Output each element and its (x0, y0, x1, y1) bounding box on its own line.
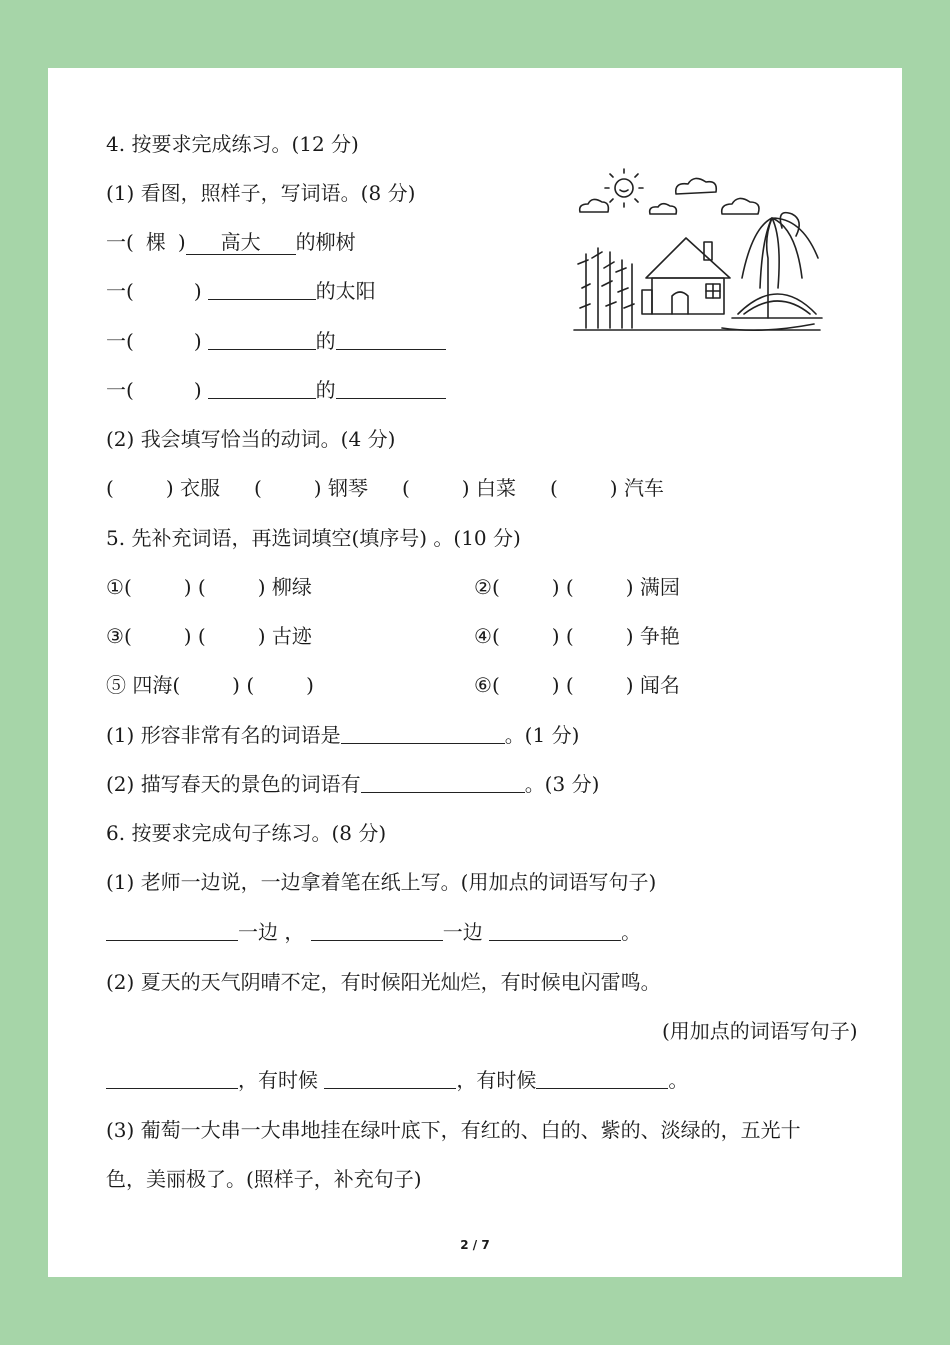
verb-object: 白菜 (475, 476, 516, 500)
q5-part2-end: 。(3 分) (524, 772, 600, 796)
item-word: 满园 (639, 575, 680, 599)
q6-part2-note: (用加点的词语写句子) (662, 1019, 858, 1043)
example-close: ) (177, 230, 186, 254)
q5-item-5: ⑤ 四海( ) ( ) (106, 673, 314, 697)
q4-title: 4. 按要求完成练习。(12 分) (106, 132, 359, 156)
item-word: 柳绿 (271, 575, 312, 599)
item-word: 争艳 (639, 624, 680, 648)
q5-title: 5. 先补充词语，再选词填空(填序号) 。(10 分) (106, 526, 521, 550)
answer-blank[interactable] (489, 918, 621, 941)
q4-row-c (106, 376, 446, 404)
answer-blank[interactable] (106, 918, 238, 941)
example-prefix: 一( (106, 230, 134, 254)
cloud-icon (580, 199, 609, 212)
example-fill: 高大 (186, 230, 296, 255)
item-word: 闻名 (639, 673, 680, 697)
row-close: ) (193, 329, 202, 353)
row-close: ) (193, 378, 202, 402)
answer-blank[interactable] (208, 277, 316, 300)
house-icon (642, 238, 730, 314)
answer-blank[interactable] (536, 1066, 668, 1089)
sun-icon (605, 169, 643, 207)
q6-title: 6. 按要求完成句子练习。(8 分) (106, 821, 387, 845)
cloud-icon (722, 198, 759, 214)
item-number: ③ (106, 624, 124, 648)
cloud-icon (650, 204, 677, 214)
example-measure: 棵 (145, 230, 166, 254)
row-prefix: 一( (106, 329, 134, 353)
q6-part3-cont: 色，美丽极了。(照样子，补充句子) (106, 1167, 422, 1191)
q4-part2: (2) 我会填写恰当的动词。(4 分) (106, 427, 396, 451)
q6-part2: (2) 夏天的天气阴晴不定，有时候阳光灿烂，有时候电闪雷鸣。 (106, 970, 661, 994)
house-scene-illustration (572, 168, 824, 338)
answer-blank[interactable] (208, 376, 316, 399)
example-suffix: 的柳树 (295, 230, 356, 254)
q4-row-sun (106, 277, 376, 305)
word-yibian: 一边 (442, 920, 483, 944)
period: 。 (668, 1068, 689, 1092)
item-number: ⑥ (474, 673, 492, 697)
period: 。 (621, 920, 642, 944)
q4-example-row (106, 228, 356, 256)
q5-item-3: ③( ) ( ) 古迹 (106, 624, 312, 648)
q6-part2-answer (106, 1066, 688, 1094)
word-youshihou: ，有时候 (456, 1068, 537, 1092)
word-yibian: 一边 ， (238, 920, 305, 944)
q6-part1-answer (106, 918, 641, 946)
q5-part1-end: 。(1 分) (504, 723, 580, 747)
q5-item-2: ②( ) ( ) 满园 (474, 575, 680, 599)
bamboo-icon (578, 248, 634, 328)
answer-blank[interactable] (336, 327, 446, 350)
q4-part1: (1) 看图，照样子，写词语。(8 分) (106, 181, 416, 205)
verb-object: 钢琴 (327, 476, 368, 500)
answer-blank[interactable] (311, 918, 443, 941)
item-word: 古迹 (271, 624, 312, 648)
verb-object: 衣服 (179, 476, 220, 500)
q6-part3: (3) 葡萄一大串一大串地挂在绿叶底下，有红的、白的、紫的、淡绿的，五光十 (106, 1118, 801, 1142)
row-prefix: 一( (106, 378, 134, 402)
q4-row-b (106, 327, 446, 355)
item-word: 四海 (132, 673, 173, 697)
answer-blank[interactable] (324, 1066, 456, 1089)
row-mid: 的 (315, 329, 336, 353)
answer-blank[interactable] (336, 376, 446, 399)
row-suffix: 的太阳 (315, 279, 376, 303)
page-number: 2 / 7 (460, 1238, 490, 1252)
answer-blank[interactable] (361, 770, 525, 793)
answer-blank[interactable] (341, 721, 505, 744)
q5-part2 (106, 770, 599, 798)
q5-part1 (106, 721, 579, 749)
cloud-icon (676, 178, 717, 194)
q4-verb-row: ( ) 衣服 ( ) 钢琴 ( ) 白菜 ( ) 汽车 (106, 476, 664, 500)
word-youshihou: ，有时候 (238, 1068, 318, 1092)
answer-blank[interactable] (106, 1066, 238, 1089)
item-number: ① (106, 575, 124, 599)
row-mid: 的 (315, 378, 336, 402)
q5-item-6: ⑥( ) ( ) 闻名 (474, 673, 680, 697)
q5-part1-text: (1) 形容非常有名的词语是 (106, 723, 341, 747)
bridge-icon (722, 294, 822, 330)
item-number: ⑤ (106, 673, 126, 697)
q6-part1: (1) 老师一边说，一边拿着笔在纸上写。(用加点的词语写句子) (106, 870, 657, 894)
row-close: ) (193, 279, 202, 303)
row-prefix: 一( (106, 279, 134, 303)
item-number: ② (474, 575, 492, 599)
q5-item-4: ④( ) ( ) 争艳 (474, 624, 680, 648)
verb-object: 汽车 (623, 476, 664, 500)
answer-blank[interactable] (208, 327, 316, 350)
item-number: ④ (474, 624, 492, 648)
q5-part2-text: (2) 描写春天的景色的词语有 (106, 772, 361, 796)
q5-item-1: ①( ) ( ) 柳绿 (106, 575, 312, 599)
